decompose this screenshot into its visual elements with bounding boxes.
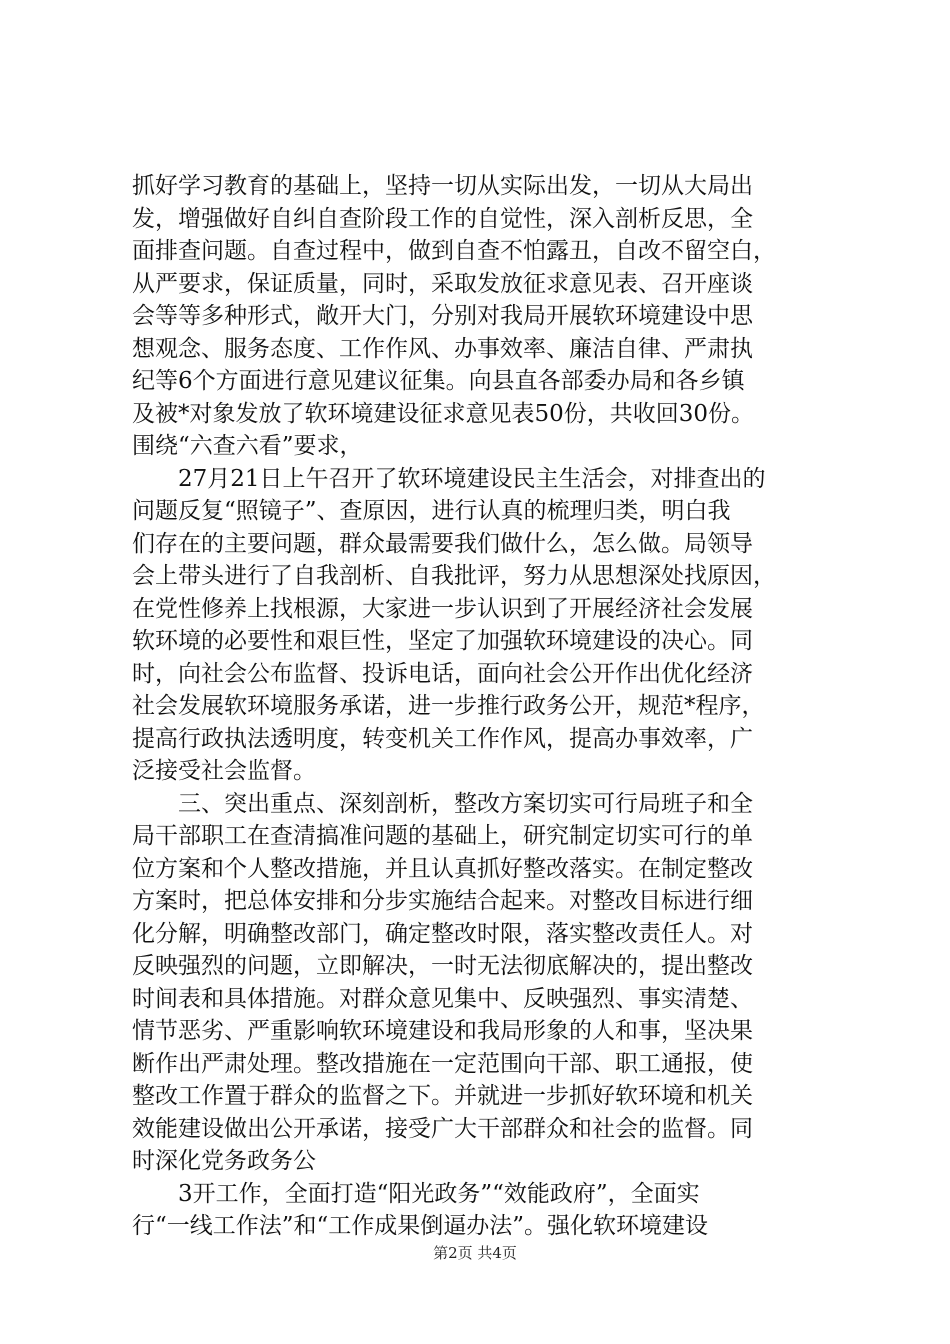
text-line: 问题反复“照镜子”、查原因，进行认真的梳理归类，明白我 — [132, 498, 731, 524]
text-line: 提高行政执法透明度，转变机关工作作风，提高办事效率，广 — [132, 725, 753, 752]
text-line: 三、突出重点、深刻剖析，整改方案切实可行局班子和全 — [132, 790, 753, 817]
text-line: 反映强烈的问题，立即解决，一时无法彻底解决的，提出整改 — [132, 953, 753, 979]
text-line: 会上带头进行了自我剖析、自我批评，努力从思想深处找原因， — [132, 563, 776, 589]
text-line: 时，向社会公布监督、投诉电话，面向社会公开作出优化经济 — [132, 660, 753, 687]
text-line: 及被*对象发放了软环境建设征求意见表50份，共收回30份。 — [132, 400, 755, 427]
text-line: 行“一线工作法”和“工作成果倒逼办法”。强化软环境建设 — [132, 1213, 709, 1239]
text-line: 位方案和个人整改措施，并且认真抓好整改落实。在制定整改 — [132, 855, 753, 882]
text-line: 局干部职工在查清搞准问题的基础上，研究制定切实可行的单 — [132, 823, 753, 849]
text-line: 社会发展软环境服务承诺，进一步推行政务公开，规范*程序， — [132, 693, 765, 719]
text-line: 化分解，明确整改部门，确定整改时限，落实整改责任人。对 — [132, 920, 753, 947]
text-line: 27月21日上午召开了软环境建设民主生活会，对排查出的 — [132, 465, 766, 492]
text-line: 情节恶劣、严重影响软环境建设和我局形象的人和事，坚决果 — [132, 1018, 753, 1044]
text-line: 泛接受社会监督。 — [132, 758, 316, 784]
text-line: 发，增强做好自纠自查阶段工作的自觉性，深入剖析反思，全 — [132, 205, 753, 232]
text-line: 软环境的必要性和艰巨性，坚定了加强软环境建设的决心。同 — [132, 628, 753, 654]
text-line: 整改工作置于群众的监督之下。并就进一步抓好软环境和机关 — [132, 1083, 753, 1109]
text-line: 方案时，把总体安排和分步实施结合起来。对整改目标进行细 — [132, 888, 753, 914]
text-line: 抓好学习教育的基础上，坚持一切从实际出发，一切从大局出 — [132, 173, 753, 199]
text-line: 会等等多种形式，敞开大门，分别对我局开展软环境建设中思 — [132, 303, 753, 329]
text-line: 在党性修养上找根源，大家进一步认识到了开展经济社会发展 — [132, 595, 753, 622]
text-line: 想观念、服务态度、工作作风、办事效率、廉洁自律、严肃执 — [132, 335, 753, 362]
document-body — [132, 170, 832, 1243]
text-line: 面排查问题。自查过程中，做到自查不怕露丑，自改不留空白， — [132, 238, 776, 264]
text-line: 3开工作，全面打造“阳光政务”“效能政府”，全面实 — [132, 1180, 700, 1207]
text-line: 时间表和具体措施。对群众意见集中、反映强烈、事实清楚、 — [132, 985, 753, 1012]
text-line: 效能建设做出公开承诺，接受广大干部群众和社会的监督。同 — [132, 1115, 753, 1142]
text-line: 时深化党务政务公 — [132, 1148, 316, 1174]
text-line: 断作出严肃处理。整改措施在一定范围向干部、职工通报，使 — [132, 1050, 753, 1077]
text-line: 纪等6个方面进行意见建议征集。向县直各部委办局和各乡镇 — [132, 368, 745, 394]
text-line: 从严要求，保证质量，同时，采取发放征求意见表、召开座谈 — [132, 270, 753, 297]
text-line: 围绕“六查六看”要求， — [132, 433, 363, 459]
text-line: 们存在的主要问题，群众最需要我们做什么，怎么做。局领导 — [132, 530, 753, 557]
page-footer: 第2页 共4页 — [433, 1244, 517, 1262]
